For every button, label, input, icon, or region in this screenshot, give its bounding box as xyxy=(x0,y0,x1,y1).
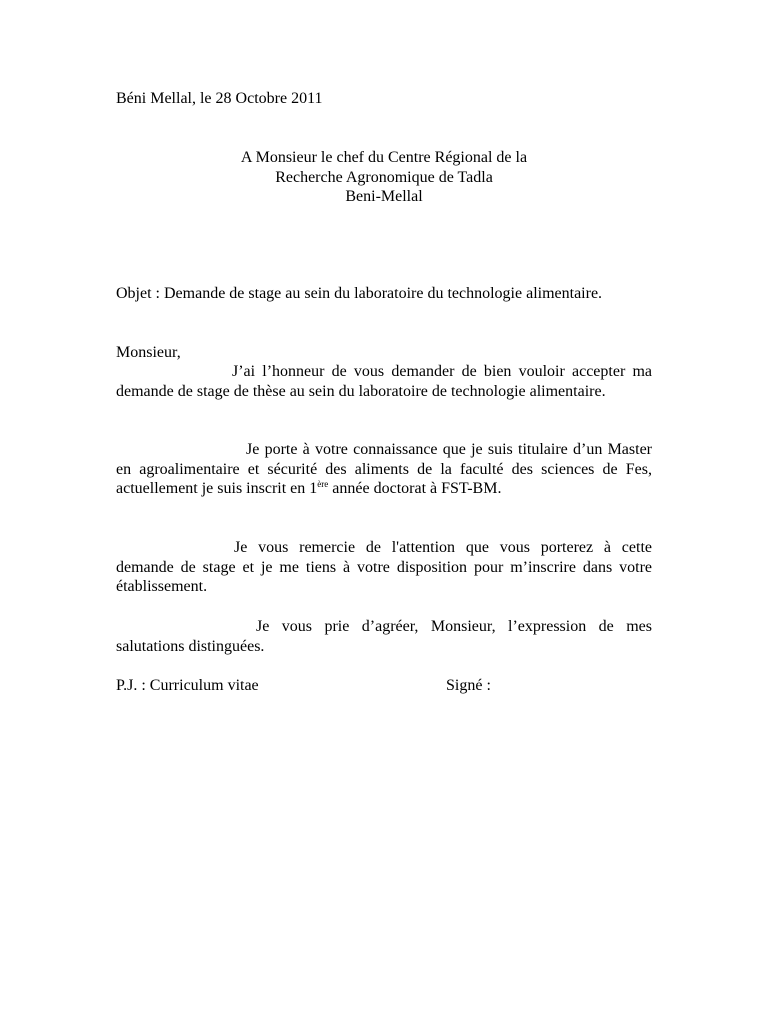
paragraph-closing: Je vous prie d’agréer, Monsieur, l’expression de mes salutations distinguées. xyxy=(116,618,652,655)
salutation: Monsieur, xyxy=(116,344,181,361)
subject-line: Objet : Demande de stage au sein du laboratoire du technologie alimentaire. xyxy=(116,285,603,302)
paragraph-request: J’ai l’honneur de vous demander de bien vouloir accepter ma demande de stage de thèse au sein du laboratoire de technologie alimentaire. xyxy=(116,363,652,400)
date-line: Béni Mellal, le 28 Octobre 2011 xyxy=(116,90,323,107)
paragraph-thanks: Je vous remercie de l'attention que vous porterez à cette demande de stage et je me tiens à votre disposition pour m’inscrire dans votre établissement. xyxy=(116,539,652,595)
signature-label: Signé : xyxy=(446,677,491,694)
recipient-block xyxy=(184,148,584,207)
recipient-line-3: Beni-Mellal xyxy=(345,188,423,205)
recipient-line-1: A Monsieur le chef du Centre Régional de la xyxy=(240,149,528,166)
paragraph-qualifications-text: Je porte à votre connaissance que je suis titulaire d’un Master en agroalimentaire et sécurité des aliments de la faculté des sciences de Fes, actuellement je suis inscrit en 1 xyxy=(116,441,652,497)
paragraph-qualifications-end: année doctorat à FST-BM. xyxy=(328,480,502,497)
attachment-note: P.J. : Curriculum vitae xyxy=(116,677,259,694)
ordinal-superscript: ère xyxy=(317,479,329,489)
recipient-line-2: Recherche Agronomique de Tadla xyxy=(275,168,493,186)
paragraph-qualifications xyxy=(116,440,652,499)
